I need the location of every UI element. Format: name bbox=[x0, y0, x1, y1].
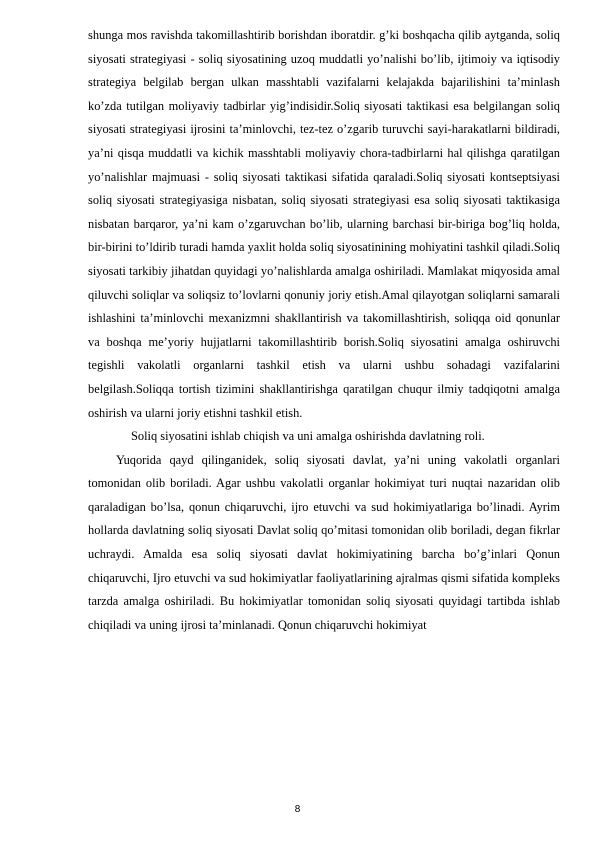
body-paragraph-1: shunga mos ravishda takomillashtirib borishdan iboratdir. g’ki boshqacha qilib aytganda, soliq siyosati strategiyasi - soliq siyosatining uzoq muddatli yo’nalishi bo’lib, ijtimoiy va iqtisodiy strategiya belgilab bergan ulkan masshtabli vazifalarni kelajakda bajarilishini ta’minlash ko’zda tutilgan moliyaviy tadbirlar yig’indisidir.Soliq siyosati taktikasi esa belgilangan soliq siyosati strategiyasi ijrosini ta’minlovchi, tez-tez o’zgarib turuvchi sayi-harakatlarni bildiradi, ya’ni qisqa muddatli va kichik masshtabli moliyaviy chora-tadbirlarni hal qilishga qaratilgan yo’nalishlar majmuasi - soliq siyosati taktikasi sifatida qaraladi.Soliq siyosati kontseptsiyasi soliq siyosati strategiyasiga nisbatan, soliq siyosati strategiyasi esa soliq siyosati taktikasiga nisbatan barqaror, ya’ni kam o’zgaruvchan bo’lib, ularning barchasi bir-biriga bog’liq holda, bir-birini to’ldirib turadi hamda yaxlit holda soliq siyosatinining mohiyatini tashkil qiladi.Soliq siyosati tarkibiy jihatdan quyidagi yo’nalishlarda amalga oshiriladi. Mamlakat miqyosida amal qiluvchi soliqlar va soliqsiz to’lovlarni qonuniy joriy etish.Amal qilayotgan soliqlarni samarali ishlashini ta’minlovchi mexanizmni shakllantirish va takomillashtirish, soliqqa oid qonunlar va boshqa me’yoriy hujjatlarni takomillashtirib borish.Soliq siyosatini amalga oshiruvchi tegishli vakolatli organlarni tashkil etish va ularni ushbu sohadagi vazifalarini belgilash.Soliqqa tortish tizimini shakllantirishga qaratilgan chuqur ilmiy tadqiqotni amalga oshirish va ularni joriy etishni tashkil etish. bbox=[88, 28, 560, 420]
body-paragraph-2: Yuqorida qayd qilinganidek, soliq siyosati davlat, ya’ni uning vakolatli organlari tomonidan olib boriladi. Agar ushbu vakolatli organlar hokimiyat turi nuqtai nazaridan olib qaraladigan bo’lsa, qonun chiqaruvchi, ijro etuvchi va sud hokimiyatlariga bo’linadi. Ayrim hollarda davlatning soliq siyosati Davlat soliq qo’mitasi tomonidan olib boriladi, degan fikrlar uchraydi. Amalda esa soliq siyosati davlat hokimiyatining barcha bo’g’inlari Qonun chiqaruvchi, Ijro etuvchi va sud hokimiyatlar faoliyatlarining ajralmas qismi sifatida kompleks tarzda amalga oshiriladi. Bu hokimiyatlar tomonidan soliq siyosati quyidagi tartibda ishlab chiqiladi va uning ijrosi ta’minlanadi. Qonun chiqaruvchi hokimiyat bbox=[88, 452, 560, 632]
page-number: 8 bbox=[294, 804, 301, 815]
section-heading: Soliq siyosatini ishlab chiqish va uni amalga oshirishda davlatning roli. bbox=[131, 429, 485, 444]
document-page bbox=[88, 24, 560, 637]
